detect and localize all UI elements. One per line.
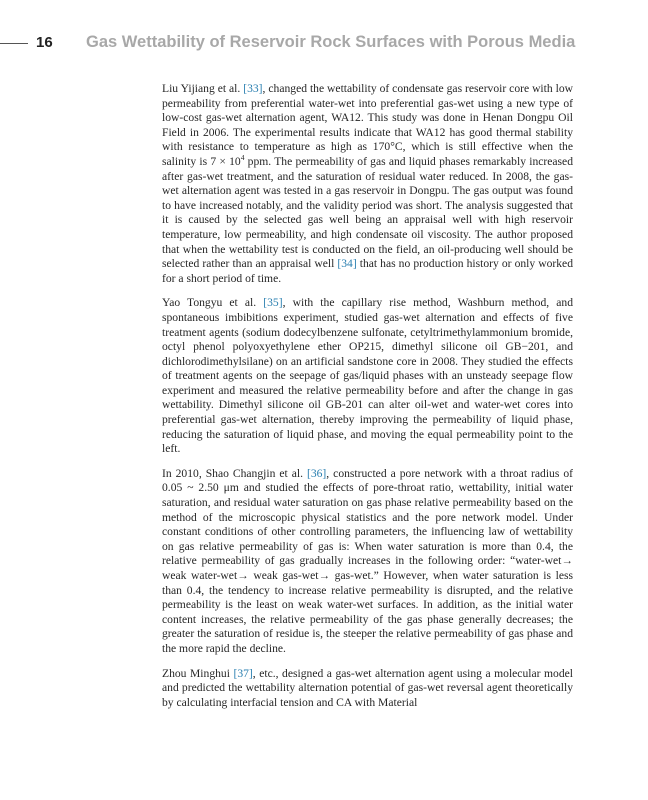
exponent: 4	[240, 153, 245, 163]
running-title: Gas Wettability of Reservoir Rock Surfaces with Porous Media	[86, 33, 576, 51]
citation-link-34[interactable]: [34]	[337, 257, 357, 271]
paragraph-shao-changjin	[162, 467, 573, 657]
paragraph-liu-yijiang	[162, 82, 573, 286]
citation-link-35[interactable]: [35]	[263, 296, 283, 310]
paragraph-text: Yao Tongyu et al.	[162, 296, 264, 310]
page-number: 16	[36, 34, 53, 51]
paragraph-text: , constructed a pore network with a throat radius of 0.05 ~ 2.50 μm and studied the effects of pore-throat ratio, wettability, initial water saturation, and residual water saturation on gas phase relative permeability based on the method of the microscopic physical statistics and the pore network model. Under constant conditions of other controlling parameters, the influencing law of wettability on gas relative permeability of gas is: When water saturation is more than 0.4, the relative permeability of gas gradually increases in the following order: “water-wet→ weak water-wet→ weak gas-wet→ gas-wet.” However, when water saturation is less than 0.4, the tendency to increase relative permeability is disrupted, and the relative permeability is the least on weak water-wet surfaces. In addition, as the initial water content increases, the relative permeability of the gas phase generally decreases; the greater the saturation of residue is, the steeper the relative permeability of gas phase and the more rapid the decline.	[162, 466, 573, 655]
paragraph-text: Liu Yijiang et al.	[162, 82, 244, 95]
body-text	[162, 82, 573, 720]
paragraph-text: , with the capillary rise method, Washburn method, and spontaneous imbibitions experiment, studied gas-wet alternation and effects of five treatment agents (sodium dodecylbenzene sulfonate, cetyltrimethylammonium bromide, octyl phenol polyoxyethylene ether OP215, dimethyl silicone oil GB−201, and dichlorodimethylsilane) on an artificial sandstone core in 2008. They studied the effects of treatment agents on the seepage of gas/liquid phases with an unsteady seepage flow experiment and measured the relative permeability before and after the change in gas wettability. Dimethyl silicone oil GB-201 can alter oil-wet and water-wet cores into preferential gas-wet alternation, thereby improving the permeability of liquid phase, reducing the saturation of liquid phase, and moving the equal permeability point to the left.	[162, 296, 573, 456]
citation-link-36[interactable]: [36]	[306, 466, 327, 480]
paragraph-text: , changed the wettability of condensate gas reservoir core with low permeability from preferential water-wet into preferential gas-wet using a new type of low-cost gas-wet alternation agent, WA12. This study was done in Henan Dongpu Oil Field in 2006. The experimental results indicate that WA12 has good thermal stability with resistance to temperature as high as 170°C, which is still effective when the salinity is 7 × 10	[162, 82, 574, 168]
citation-link-33[interactable]: [33]	[243, 82, 263, 95]
paragraph-text: ppm. The permeability of gas and liquid phases remarkably increased after gas-wet treatment, and the saturation of residual water reduced. In 2008, the gas-wet alternation agent was tested in a gas reservoir in Dongpu. The gas output was found to have increased notably, and the validity period was short. The analysis suggested that it is caused by the selected gas well being an appraisal well with high reservoir temperature, low permeability, and high condensate oil viscosity. The author proposed that when the wettability test is conducted on the field, an oil-producing well should be selected rather than an appraisal well	[162, 154, 573, 271]
header-rule	[0, 43, 28, 44]
paragraph-text: that has no production history or only worked for a short period of time.	[162, 257, 573, 285]
paragraph-text: Zhou Minghui	[162, 666, 234, 680]
paragraph-text: , etc., designed a gas-wet alternation agent using a molecular model and predicted the wettability alternation potential of gas-wet reversal agent theoretically by calculating interfacial tension and CA with Material	[162, 666, 573, 709]
paragraph-text: In 2010, Shao Changjin et al.	[162, 466, 307, 480]
paragraph-zhou-minghui	[162, 667, 573, 711]
paragraph-yao-tongyu	[162, 296, 573, 457]
citation-link-37[interactable]: [37]	[233, 666, 253, 680]
